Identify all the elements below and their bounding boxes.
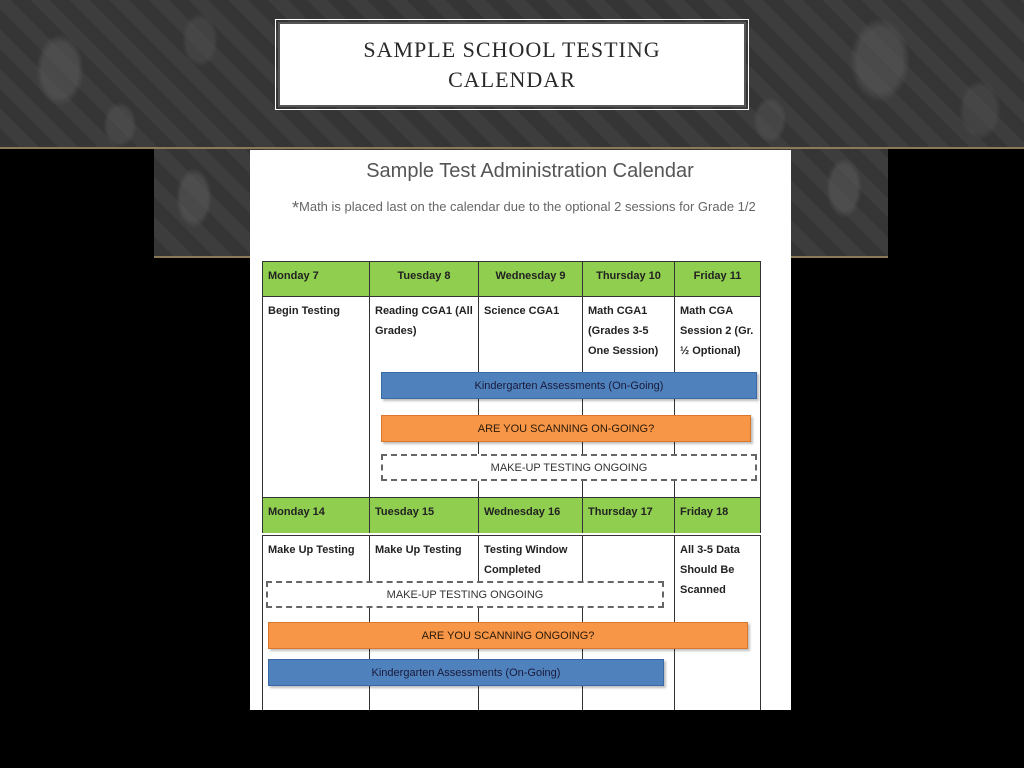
slide-title: SAMPLE SCHOOL TESTING CALENDAR: [363, 36, 661, 92]
calendar-image: [250, 150, 791, 710]
day-entry: Math CGA1 (Grades 3-5 One Session): [582, 296, 674, 502]
day-header: Monday 7: [262, 261, 369, 297]
week2-header-row: [262, 497, 761, 533]
day-header: Friday 18: [674, 497, 761, 533]
slide-title-box: [278, 22, 746, 107]
day-header: Thursday 17: [582, 497, 674, 533]
scanning-reminder-bar: ARE YOU SCANNING ON-GOING?: [381, 415, 751, 442]
day-header: Wednesday 9: [478, 261, 582, 297]
day-header: Thursday 10: [582, 261, 674, 297]
week1-header-row: [262, 261, 761, 297]
note-asterisk: *: [292, 198, 300, 218]
day-entry: All 3-5 Data Should Be Scanned: [674, 535, 761, 710]
makeup-testing-bar: MAKE-UP TESTING ONGOING: [381, 454, 757, 481]
day-entry: Begin Testing: [262, 296, 369, 502]
day-entry: Make Up Testing: [262, 535, 369, 710]
kindergarten-assessments-bar: Kindergarten Assessments (On-Going): [268, 659, 664, 686]
day-header: Wednesday 16: [478, 497, 582, 533]
day-header: Tuesday 15: [369, 497, 478, 533]
day-header: Friday 11: [674, 261, 761, 297]
day-entry: Testing Window Completed: [478, 535, 582, 710]
day-entry: Science CGA1: [478, 296, 582, 502]
divider-line: [0, 147, 1024, 149]
note-text: Math is placed last on the calendar due to the optional 2 sessions for Grade 1/2: [299, 199, 756, 214]
scanning-reminder-bar: ARE YOU SCANNING ONGOING?: [268, 622, 748, 649]
document-note: [292, 198, 756, 219]
kindergarten-assessments-bar: Kindergarten Assessments (On-Going): [381, 372, 757, 399]
day-header: Tuesday 8: [369, 261, 478, 297]
day-header: Monday 14: [262, 497, 369, 533]
day-entry: Math CGA Session 2 (Gr. ½ Optional): [674, 296, 761, 502]
makeup-testing-bar: MAKE-UP TESTING ONGOING: [266, 581, 664, 608]
document-title: Sample Test Administration Calendar: [366, 160, 694, 182]
day-entry: Reading CGA1 (All Grades): [369, 296, 478, 502]
day-entry: Make Up Testing: [369, 535, 478, 710]
